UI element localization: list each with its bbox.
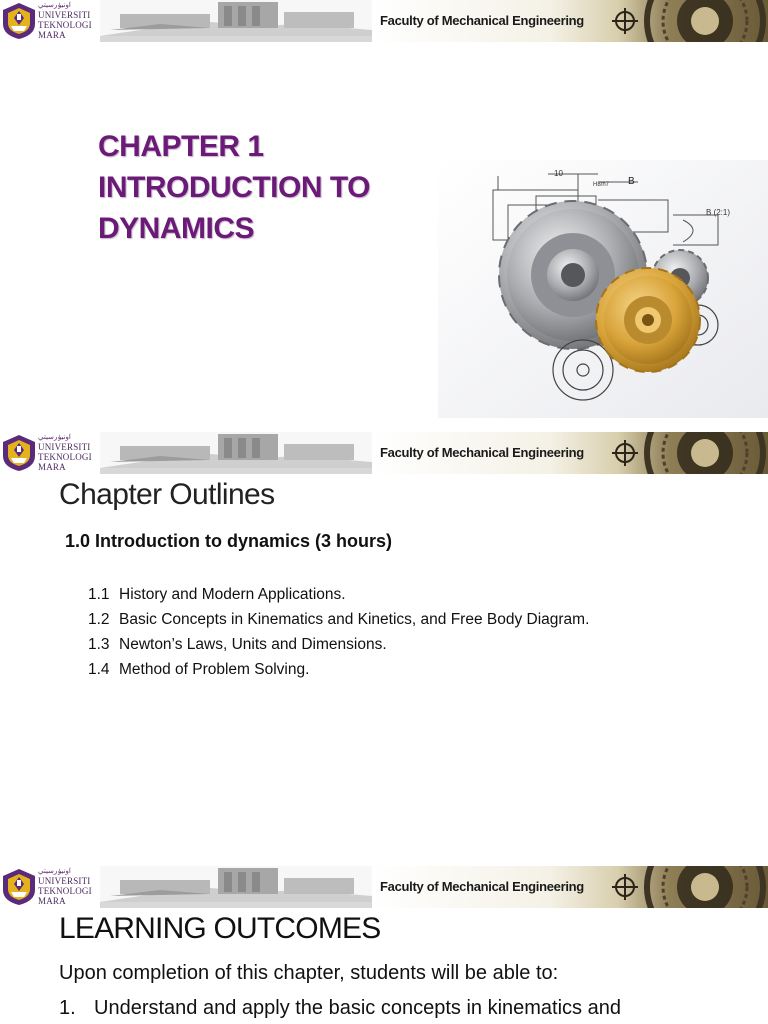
faculty-name: Faculty of Mechanical Engineering bbox=[380, 879, 584, 894]
faculty-name: Faculty of Mechanical Engineering bbox=[380, 13, 584, 28]
list-item bbox=[88, 582, 589, 607]
drawing-label-10: 10 bbox=[554, 169, 563, 178]
list-item bbox=[88, 607, 589, 632]
university-name-line3: MARA bbox=[38, 896, 66, 906]
chapter-title-line1: CHAPTER 1 bbox=[98, 130, 264, 163]
university-name bbox=[38, 433, 102, 472]
list-item-number: 1.4 bbox=[88, 661, 110, 678]
university-name bbox=[38, 867, 102, 906]
university-name-line1: UNIVERSITI bbox=[38, 442, 91, 452]
university-name-jawi: اونيۏرسيتي bbox=[38, 1, 71, 9]
list-item-text: Understand and apply the basic concepts in kinematics and bbox=[94, 997, 621, 1019]
university-name-line1: UNIVERSITI bbox=[38, 876, 91, 886]
outlines-title: Chapter Outlines bbox=[59, 478, 275, 511]
university-name-jawi: اونيۏرسيتي bbox=[38, 867, 71, 875]
uitm-logo-icon bbox=[2, 2, 36, 40]
list-item-text: Basic Concepts in Kinematics and Kinetics, and Free Body Diagram. bbox=[119, 611, 590, 628]
outlines-list bbox=[88, 582, 589, 682]
university-name bbox=[38, 1, 102, 40]
outlines-subtitle: 1.0 Introduction to dynamics (3 hours) bbox=[65, 531, 393, 551]
university-name-line2: TEKNOLOGI bbox=[38, 20, 92, 30]
uitm-banner bbox=[0, 0, 768, 42]
uitm-logo-icon bbox=[2, 868, 36, 906]
engine-dial-image bbox=[555, 432, 768, 474]
slide-outlines bbox=[0, 432, 768, 866]
uitm-banner bbox=[0, 432, 768, 474]
learning-outcomes-list bbox=[59, 994, 621, 1022]
learning-outcomes-title: LEARNING OUTCOMES bbox=[59, 912, 381, 945]
drawing-label-detail: B (2:1) bbox=[706, 208, 731, 217]
list-item-text: Newton’s Laws, Units and Dimensions. bbox=[119, 636, 387, 653]
list-item-number: 1. bbox=[59, 997, 76, 1019]
list-item bbox=[59, 994, 621, 1022]
university-name-jawi: اونيۏرسيتي bbox=[38, 433, 71, 441]
drawing-label-b: B bbox=[628, 176, 635, 187]
faculty-name: Faculty of Mechanical Engineering bbox=[380, 445, 584, 460]
slide-learning-outcomes bbox=[0, 866, 768, 1024]
uitm-banner bbox=[0, 866, 768, 908]
campus-building-image bbox=[100, 0, 372, 42]
campus-building-image bbox=[100, 432, 372, 474]
list-item bbox=[88, 632, 589, 657]
campus-building-image bbox=[100, 866, 372, 908]
chapter-title bbox=[98, 126, 438, 249]
drawing-label-fit: H8/h7 bbox=[593, 182, 610, 188]
uitm-logo-icon bbox=[2, 434, 36, 472]
engine-dial-image bbox=[555, 0, 768, 42]
university-name-line1: UNIVERSITI bbox=[38, 10, 91, 20]
engine-dial-image bbox=[555, 866, 768, 908]
list-item-number: 1.2 bbox=[88, 611, 110, 628]
list-item bbox=[88, 657, 589, 682]
learning-outcomes-intro: Upon completion of this chapter, students will be able to: bbox=[59, 962, 559, 984]
list-item-number: 1.3 bbox=[88, 636, 110, 653]
list-item-text: History and Modern Applications. bbox=[119, 586, 346, 603]
chapter-title-line2: INTRODUCTION TO bbox=[98, 171, 370, 204]
gears-illustration bbox=[438, 160, 768, 418]
university-name-line2: TEKNOLOGI bbox=[38, 886, 92, 896]
university-name-line3: MARA bbox=[38, 30, 66, 40]
university-name-line3: MARA bbox=[38, 462, 66, 472]
university-name-line2: TEKNOLOGI bbox=[38, 452, 92, 462]
slide-title bbox=[0, 0, 768, 432]
list-item-text: Method of Problem Solving. bbox=[119, 661, 310, 678]
chapter-title-line3: DYNAMICS bbox=[98, 212, 255, 245]
list-item-number: 1.1 bbox=[88, 586, 110, 603]
